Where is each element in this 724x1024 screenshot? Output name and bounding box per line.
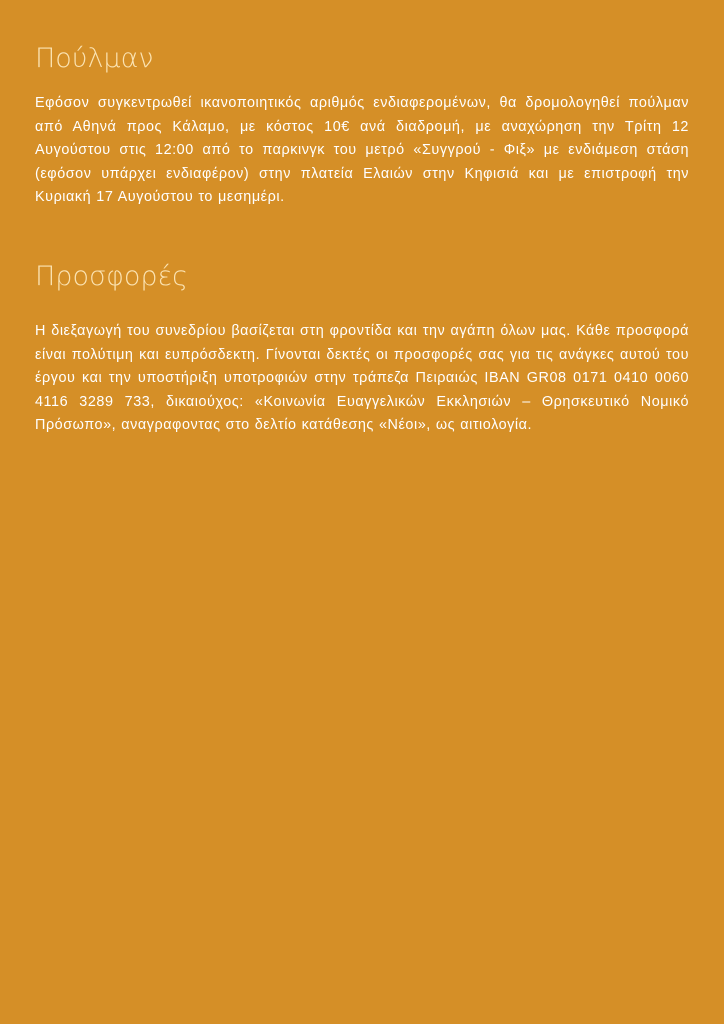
section-body-offerings: Η διεξαγωγή του συνεδρίου βασίζεται στη φροντίδα και την αγάπη όλων μας. Κάθε προσφορά είναι πολύτιμη και ευπρόσδεκτη. Γίνονται δεκτές οι προσφορές σας για τις ανάγκες αυτού του έργου και την υποστήριξη υποτροφιών στην τράπεζα Πειραιώς IBAN GR08 0171 0410 0060 4116 3289 733, δικαιούχος: «Κοινωνία Ευαγγελικών Εκκλησιών – Θρησκευτικό Νομικό Πρόσωπο», αναγραφοντας στο δελτίο κατάθεσης «Νέοι», ως αιτιολογία. [35, 323, 689, 434]
section-heading-bus: Πούλμαν [35, 43, 154, 74]
section-heading-offerings: Προσφορές [35, 261, 188, 292]
section-body-bus: Εφόσον συγκεντρωθεί ικανοποιητικός αριθμός ενδιαφερομένων, θα δρομολογηθεί πούλμαν από Αθηνά προς Κάλαμο, με κόστος 10€ ανά διαδρομή, με αναχώρηση την Τρίτη 12 Αυγούστου στις 12:00 από το παρκινγκ του μετρό «Συγγρού - Φιξ» με ενδιάμεση στάση (εφόσον υπάρχει ενδιαφέρον) στην πλατεία Ελαιών στην Κηφισιά και με επιστροφή την Κυριακή 17 Αυγούστου το μεσημέρι. [35, 95, 689, 206]
